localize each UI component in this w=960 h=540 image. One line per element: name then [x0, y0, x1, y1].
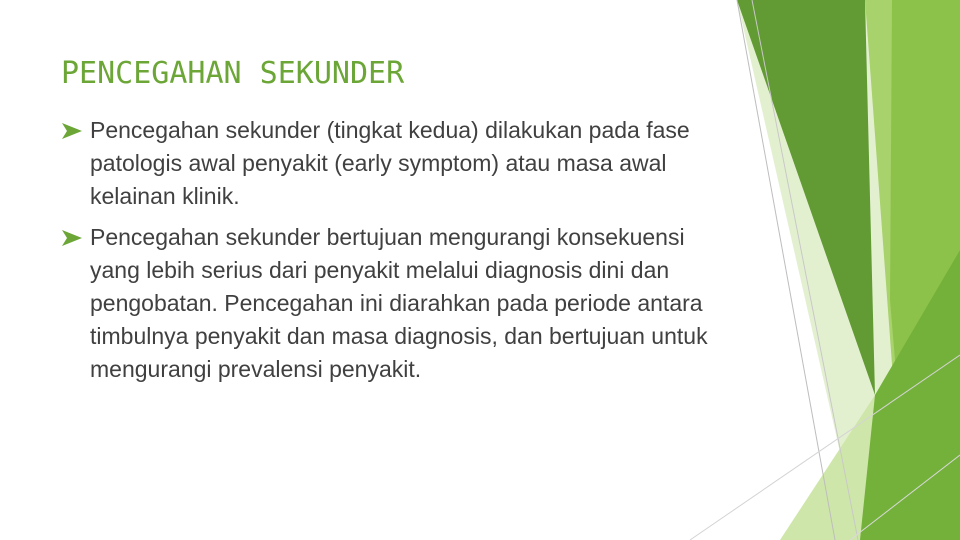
bullet-list — [62, 114, 742, 394]
bullet-item-2 — [62, 221, 742, 386]
arrowhead-bullet-icon — [62, 230, 82, 246]
decor-bottom-facet — [780, 395, 875, 540]
slide-title: PENCEGAHAN SEKUNDER — [61, 56, 405, 91]
arrowhead-bullet-icon — [62, 123, 82, 139]
bullet-item-1 — [62, 114, 742, 213]
bullet-text-1: Pencegahan sekunder (tingkat kedua) dilakukan pada fase patologis awal penyakit (early symptom) atau masa awal kelainan klinik. — [90, 117, 690, 209]
bullet-text-2: Pencegahan sekunder bertujuan mengurangi konsekuensi yang lebih serius dari penyakit melalui diagnosis dini dan pengobatan. Pencegahan ini diarahkan pada periode antara timbulnya penyakit dan masa diagnosis, dan bertujuan untuk mengurangi prevalensi penyakit. — [90, 224, 708, 382]
